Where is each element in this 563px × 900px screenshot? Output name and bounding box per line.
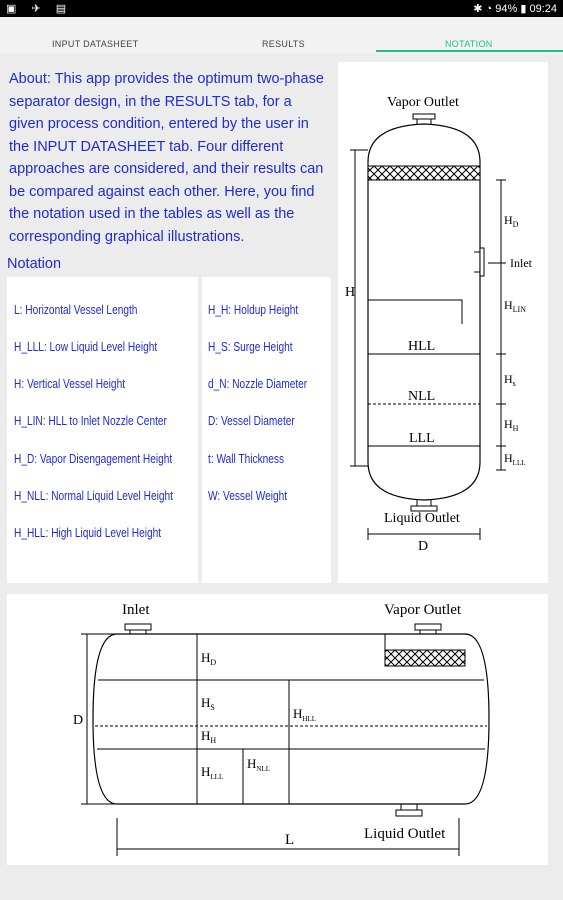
inlet-nozzle bbox=[480, 248, 484, 276]
notation-item: H_LIN: HLL to Inlet Nozzle Center bbox=[14, 413, 167, 428]
length-label: L bbox=[285, 832, 295, 848]
hh-label: $H_H$ bbox=[504, 417, 519, 433]
notation-item: H_NLL: Normal Liquid Level Height bbox=[14, 488, 173, 503]
inlet-label: Inlet bbox=[122, 602, 150, 618]
notation-item: D: Vessel Diameter bbox=[208, 413, 295, 428]
hd-label: $H_D$ bbox=[201, 650, 217, 667]
notation-item: L: Horizontal Vessel Length bbox=[14, 302, 138, 317]
vapor-nozzle bbox=[415, 624, 441, 630]
demister-pad bbox=[385, 650, 465, 666]
tab-notation[interactable]: NOTATION bbox=[445, 39, 493, 49]
lll-label: LLL bbox=[409, 431, 435, 446]
horizontal-separator-diagram bbox=[7, 594, 548, 865]
diameter-label: D bbox=[418, 539, 429, 554]
hhll-label: $H_{HLL}$ bbox=[293, 706, 316, 723]
status-right bbox=[473, 2, 557, 15]
notation-item: H: Vertical Vessel Height bbox=[14, 376, 126, 391]
hlll-label: $H_{LLL}$ bbox=[504, 451, 526, 467]
status-bar bbox=[0, 0, 563, 17]
top-nozzle bbox=[413, 114, 435, 119]
notation-left-panel bbox=[7, 277, 198, 583]
clock: 09:24 bbox=[529, 3, 557, 15]
notation-item: H_D: Vapor Disengagement Height bbox=[14, 451, 173, 466]
vapor-outlet-label: Vapor Outlet bbox=[384, 602, 462, 618]
diameter-label: D bbox=[73, 713, 84, 728]
hh-label: $H_H$ bbox=[201, 728, 217, 745]
notation-item: W: Vessel Weight bbox=[208, 488, 288, 503]
notification-icons: ▣ ✈ ▤ bbox=[6, 3, 73, 15]
notation-item: H_LLL: Low Liquid Level Height bbox=[14, 339, 158, 354]
vertical-separator-panel bbox=[338, 62, 548, 583]
battery-level: 94% bbox=[495, 3, 518, 15]
demister-pad bbox=[368, 166, 480, 180]
hlin-label: $H_{LIN}$ bbox=[504, 298, 526, 314]
notation-item: t: Wall Thickness bbox=[208, 451, 285, 466]
horizontal-separator-panel bbox=[7, 594, 548, 865]
active-tab-indicator bbox=[376, 50, 563, 52]
hll-label: HLL bbox=[408, 339, 436, 354]
vapor-outlet-label: Vapor Outlet bbox=[387, 95, 459, 110]
liquid-nozzle bbox=[396, 810, 422, 816]
liquid-outlet-label: Liquid Outlet bbox=[384, 511, 460, 526]
notation-heading: Notation bbox=[7, 256, 62, 272]
notation-item: d_N: Nozzle Diameter bbox=[208, 376, 308, 391]
wifi-icon: ◔ bbox=[485, 3, 493, 15]
battery-icon: ▮ bbox=[520, 3, 527, 15]
notation-item: H_HLL: High Liquid Level Height bbox=[14, 525, 162, 540]
about-text: About: This app provides the optimum two-phase separator design, in the RESULTS tab, for a given process condition, entered by the user in the INPUT DATASHEET tab. Four different approaches are considered, and their results can be compared against each other. Here, you find the notation used in the tables as well as the corresponding graphical illustrations. bbox=[9, 71, 324, 245]
inlet-nozzle bbox=[125, 624, 151, 630]
notation-item: H_S: Surge Height bbox=[208, 339, 293, 354]
hd-label: $H_D$ bbox=[504, 213, 519, 229]
liquid-outlet-label: Liquid Outlet bbox=[364, 826, 446, 842]
tab-input-datasheet[interactable]: INPUT DATASHEET bbox=[52, 39, 139, 49]
nll-label: NLL bbox=[408, 389, 436, 404]
hlll-label: $H_{LLL}$ bbox=[201, 764, 224, 781]
tab-bar bbox=[0, 17, 563, 53]
hnll-label: $H_{NLL}$ bbox=[247, 756, 270, 773]
inlet-label: Inlet bbox=[510, 256, 532, 270]
notation-item: H_H: Holdup Height bbox=[208, 302, 299, 317]
hs-label: $H_S$ bbox=[201, 695, 215, 712]
tab-results[interactable]: RESULTS bbox=[262, 39, 305, 49]
bluetooth-icon: ✱ bbox=[473, 3, 483, 15]
vertical-separator-diagram bbox=[338, 62, 548, 583]
height-label: H bbox=[345, 285, 356, 300]
notation-right-panel bbox=[202, 277, 331, 583]
hs-label: $H_s$ bbox=[504, 372, 516, 388]
